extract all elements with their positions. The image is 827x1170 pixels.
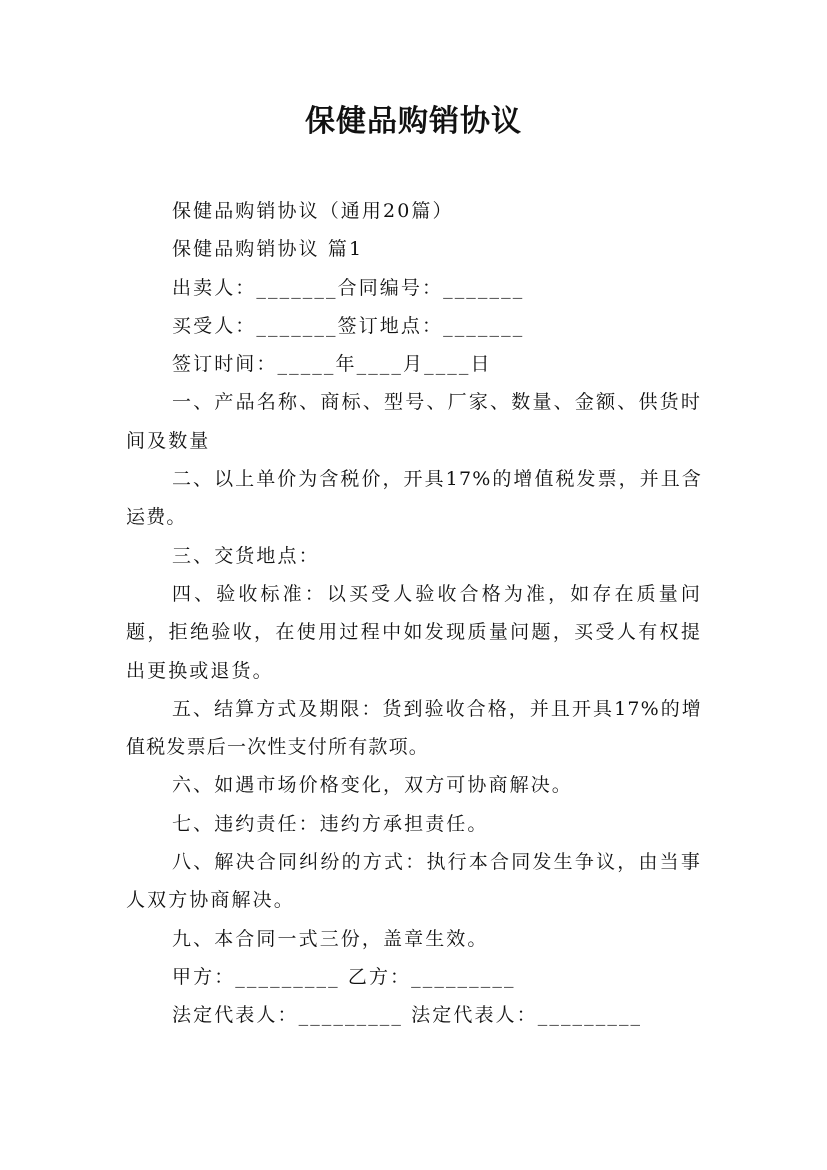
paragraph-clause-5: 五、结算方式及期限：货到验收合格，并且开具17%的增值税发票后一次性支付所有款项。 xyxy=(126,697,702,759)
paragraph-clause-3: 三、交货地点： xyxy=(172,544,320,567)
paragraph-section-heading: 保健品购销协议 篇1 xyxy=(172,238,364,261)
paragraph-clause-6: 六、如遇市场价格变化，双方可协商解决。 xyxy=(172,774,573,797)
paragraph-sign-date: 签订时间：_____年____月____日 xyxy=(172,353,492,376)
paragraph-legal-representatives: 法定代表人：_________ 法定代表人：_________ xyxy=(172,1004,643,1027)
paragraph-signature-parties: 甲方：_________ 乙方：_________ xyxy=(172,965,516,988)
paragraph-clause-9: 九、本合同一式三份，盖章生效。 xyxy=(172,927,489,950)
paragraph-clause-2: 二、以上单价为含税价，开具17%的增值税发票，并且含运费。 xyxy=(126,468,702,529)
paragraph-clause-4: 四、验收标准：以买受人验收合格为准，如存在质量问题，拒绝验收，在使用过程中如发现质量问题，买受人有权提出更换或退货。 xyxy=(126,582,702,682)
document-title: 保健品购销协议 xyxy=(305,104,522,139)
paragraph-clause-1: 一、产品名称、商标、型号、厂家、数量、金额、供货时间及数量 xyxy=(126,391,702,452)
paragraph-clause-7: 七、违约责任：违约方承担责任。 xyxy=(172,812,489,835)
document-body xyxy=(126,192,702,1035)
paragraph-seller: 出卖人：_______合同编号：_______ xyxy=(172,276,525,299)
paragraph-buyer: 买受人：_______签订地点：_______ xyxy=(172,314,525,337)
paragraph-subtitle: 保健品购销协议（通用20篇） xyxy=(172,200,454,222)
paragraph-clause-8: 八、解决合同纠纷的方式：执行本合同发生争议，由当事人双方协商解决。 xyxy=(126,851,702,912)
